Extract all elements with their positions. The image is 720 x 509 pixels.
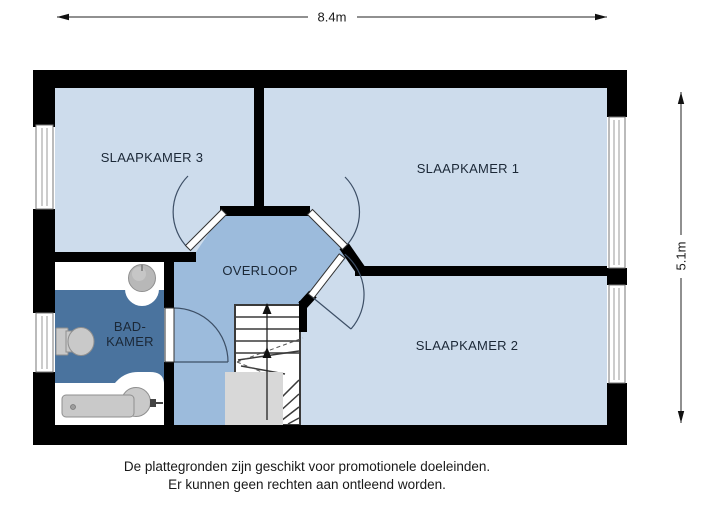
wall-bottom bbox=[33, 425, 627, 445]
width-dimension-label: 8.4m bbox=[317, 9, 347, 25]
window-bedroom2 bbox=[609, 285, 625, 383]
bath-tap-icon bbox=[150, 399, 156, 407]
height-dimension-label: 5.1m bbox=[673, 241, 689, 271]
dimension-height bbox=[674, 92, 689, 423]
bedroom3-label: SLAAPKAMER 3 bbox=[100, 150, 204, 165]
wall-top bbox=[33, 70, 627, 88]
wall-landing-top bbox=[220, 206, 310, 216]
dimension-width bbox=[57, 10, 607, 25]
window-bedroom3 bbox=[36, 125, 53, 209]
wall-bedroom3-bedroom1 bbox=[254, 88, 264, 208]
landing-label: OVERLOOP bbox=[222, 263, 298, 278]
wall-bathroom-north bbox=[55, 252, 196, 262]
stair-void-box bbox=[225, 372, 283, 425]
disclaimer-line1: De plattegronden zijn geschikt voor promotionele doeleinden. bbox=[123, 459, 491, 474]
disclaimer-line2: Er kunnen geen rechten aan ontleend worden. bbox=[168, 476, 446, 492]
disclaimer bbox=[47, 458, 567, 493]
bedroom1-label: SLAAPKAMER 1 bbox=[416, 161, 520, 176]
toilet-icon bbox=[56, 328, 94, 356]
bathroom-label-line1: BAD- bbox=[113, 319, 147, 334]
window-bedroom1 bbox=[609, 117, 625, 268]
window-bathroom bbox=[36, 313, 53, 372]
bedroom2-label: SLAAPKAMER 2 bbox=[415, 338, 519, 353]
bathroom-label-line2: KAMER bbox=[106, 334, 154, 349]
wall-bedroom1-bedroom2 bbox=[355, 266, 607, 276]
